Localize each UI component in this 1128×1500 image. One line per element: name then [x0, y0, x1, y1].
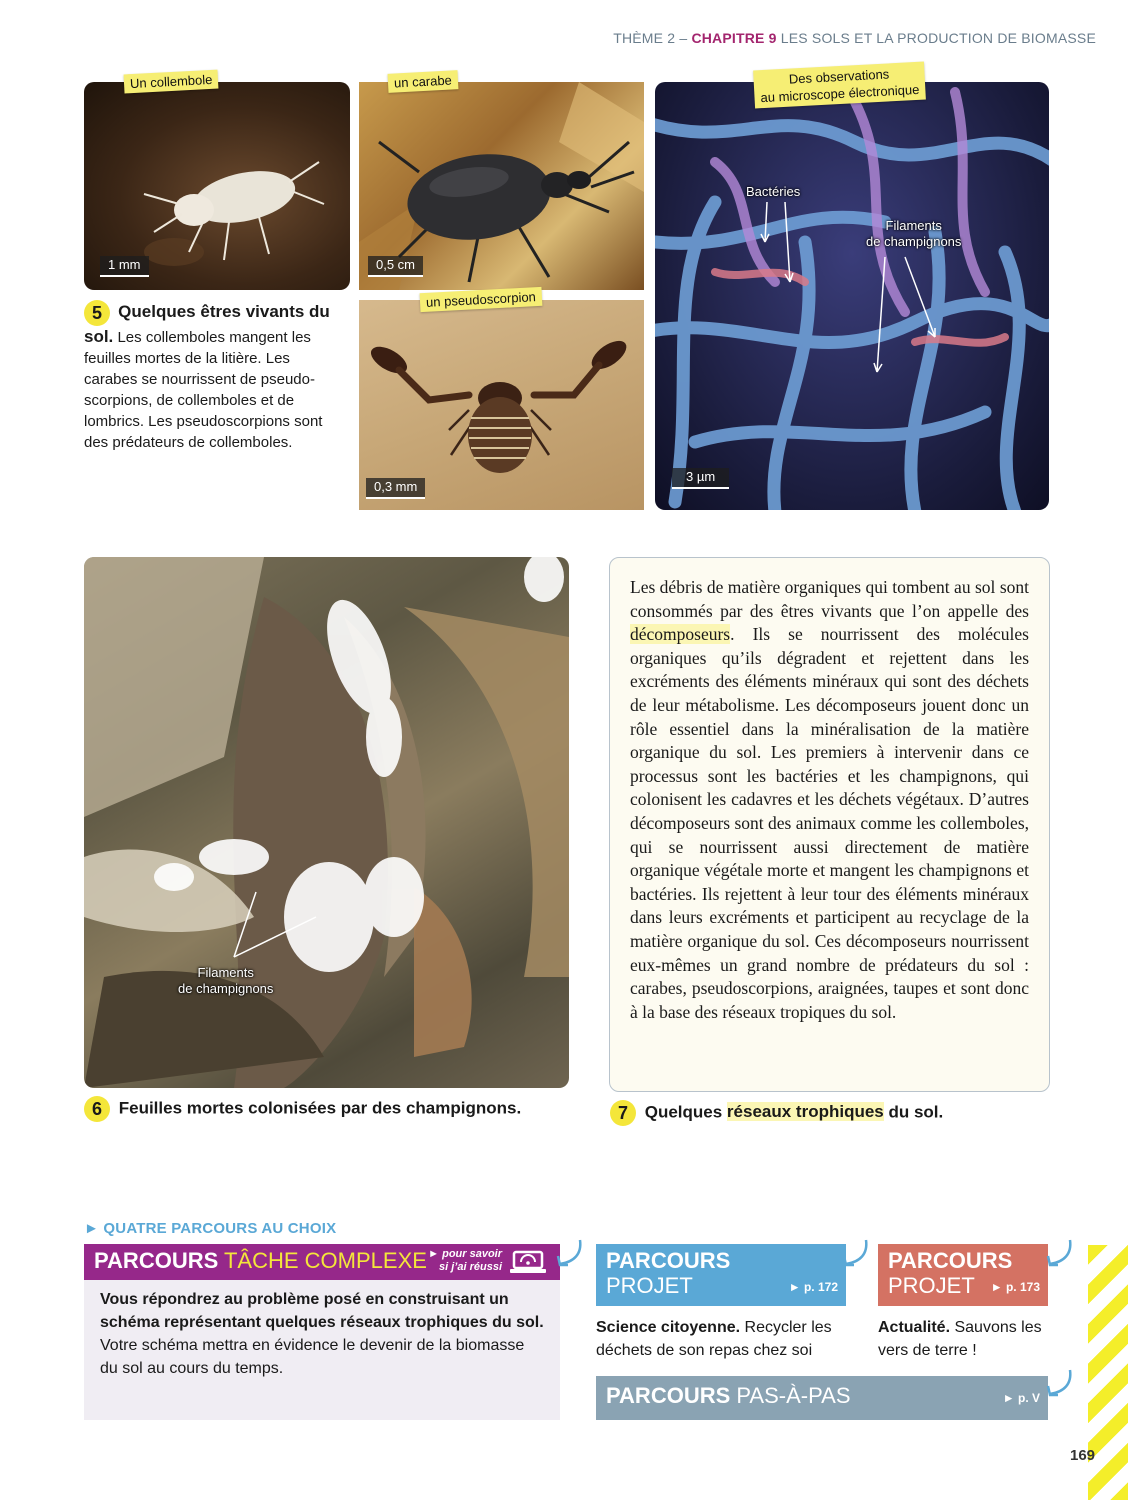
running-header	[613, 30, 1096, 46]
parcours-projet1-button[interactable]	[596, 1244, 846, 1306]
doc7-caption-pre: Quelques	[644, 1102, 727, 1122]
doc7-number: 7	[610, 1100, 636, 1126]
parcours-projet2-button[interactable]	[878, 1244, 1048, 1306]
triangle-right-icon: ►	[428, 1248, 440, 1260]
parcours-projet1-bold: Science citoyenne.	[596, 1319, 741, 1336]
parcours-projet2-type: PROJET	[888, 1273, 975, 1298]
doc5-caption	[84, 300, 346, 453]
label-filaments-feuilles-2: de champignons	[178, 981, 274, 997]
parcours-complexe-text: Votre schéma mettra en évidence le devenir de la biomasse du sol au cours du temps.	[100, 1337, 525, 1377]
header-title: LES SOLS ET LA PRODUCTION DE BIOMASSE	[780, 30, 1096, 46]
label-filaments-feuilles-1: Filaments	[197, 965, 254, 980]
parcours-pas-word: PARCOURS	[606, 1383, 731, 1408]
scale-carabe: 0,5 cm	[368, 256, 423, 277]
doc6-caption	[84, 1096, 521, 1122]
parcours-projet2-text	[878, 1316, 1048, 1362]
parcours-complexe-bold-text: Vous répondrez au problème posé en construisant un schéma représentant quelques réseaux trophiques du sol.	[100, 1291, 544, 1331]
doc6-caption-text: Feuilles mortes colonisées par des champignons.	[118, 1098, 522, 1118]
tag-microscope-line2: au microscope électronique	[760, 81, 920, 106]
scale-collembole: 1 mm	[100, 256, 149, 277]
doc5-text: Les collemboles mangent les feuilles mortes de la litière. Les carabes se nourrissent de pseudo-scorpions, de collemboles et de lombrics. Les pseudoscorpions sont des prédateurs de collemboles.	[84, 329, 323, 451]
parcours-projet1-page: p. 172	[803, 1280, 838, 1294]
parcours-projet2-desc: Sauvons les vers de terre !	[878, 1319, 1042, 1359]
doc7-caption-post: du sol.	[883, 1102, 944, 1122]
doc7-caption-highlight: réseaux trophiques	[726, 1102, 884, 1122]
label-filaments-microscope	[866, 218, 961, 251]
doc7-text-post: . Ils se nourrissent des molécules organiques qu’ils dégradent et rejettent dans les excréments des éléments minéraux qui sont des déchets de leur métabolisme. Les décomposeurs jouent donc un rôle essentiel dans la minéralisation de la matière organique du sol. Les premiers à intervenir dans ce processus sont les bactéries et les champignons, qui colonisent les cadavres et les déchets végétaux. D’autres décomposeurs sont des animaux comme les collemboles, qui se nourrissent aussi directement de matière organique végétale morte et mangent les champignons et bactéries. Ils rejettent à leur tour des éléments minéraux dans leurs excréments et participent au recyclage de la matière organique du sol. Ces décomposeurs nourrissent eux-mêmes un grand nombre de prédateurs du sol : carabes, pseudoscorpions, araignées, taupes et sont donc à la base des réseaux tropiques du sol.	[630, 624, 1030, 1022]
curved-arrow-icon	[840, 1236, 870, 1272]
scale-pseudoscorpion: 0,3 mm	[366, 478, 425, 499]
photo-microscope	[655, 82, 1049, 510]
doc7-caption	[610, 1100, 943, 1126]
label-filaments-microscope-2: de champignons	[866, 234, 962, 250]
parcours-projet2-bold: Actualité.	[878, 1319, 951, 1336]
label-filaments-microscope-1: Filaments	[885, 218, 942, 233]
doc6-number: 6	[84, 1096, 110, 1122]
parcours-pas-type: PAS-À-PAS	[736, 1383, 851, 1408]
parcours-complexe-word: PARCOURS	[94, 1248, 219, 1273]
header-theme: THÈME 2 –	[613, 30, 688, 46]
page-number: 169	[1070, 1447, 1096, 1464]
header-chapter: CHAPITRE 9	[691, 30, 777, 46]
parcours-projet2-page-link[interactable]: ► p. 173	[990, 1280, 1040, 1294]
parcours-complexe-help	[428, 1248, 502, 1274]
curved-arrow-icon	[554, 1236, 584, 1272]
parcours-pas-page-link[interactable]: ► p. V	[1002, 1391, 1040, 1405]
tag-carabe: un carabe	[388, 70, 459, 93]
parcours-projet1-desc: Recycler les déchets de son repas chez soi	[596, 1319, 832, 1359]
curved-arrow-icon	[1044, 1366, 1074, 1402]
parcours-projet1-type: PROJET	[606, 1273, 693, 1298]
photo-feuilles	[84, 557, 569, 1088]
feuilles-illustration	[84, 557, 569, 1088]
doc7-textbox	[609, 557, 1050, 1092]
parcours-complexe-help-2: si j’ai réussi	[439, 1261, 502, 1273]
parcours-projet1-text	[596, 1316, 846, 1362]
doc7-text-pre: Les débris de matière organiques qui tombent au sol sont consommés par des êtres vivants que l’on appelle des	[630, 577, 1029, 621]
doc5-title: Quelques êtres vivants du sol.	[84, 301, 330, 346]
laptop-wifi-icon[interactable]	[510, 1249, 546, 1275]
microscope-illustration	[655, 82, 1049, 510]
scale-microscope: 3 µm	[672, 468, 729, 489]
parcours-heading	[84, 1220, 336, 1237]
parcours-complexe-body	[84, 1280, 560, 1420]
doc5-number: 5	[84, 300, 110, 326]
label-bacteries: Bactéries	[746, 184, 801, 199]
tag-pseudoscorpion: un pseudoscorpion	[420, 287, 543, 312]
parcours-projet2-page: p. 173	[1005, 1280, 1040, 1294]
label-filaments-feuilles	[178, 965, 273, 998]
parcours-complexe-button[interactable]	[84, 1244, 560, 1280]
parcours-projet1-page-link[interactable]: ► p. 172	[788, 1280, 838, 1294]
parcours-projet1-word: PARCOURS	[606, 1248, 731, 1273]
parcours-pas-a-pas-button[interactable]	[596, 1376, 1048, 1420]
triangle-right-icon: ►	[84, 1220, 100, 1237]
parcours-heading-text: QUATRE PARCOURS AU CHOIX	[103, 1220, 337, 1237]
parcours-pas-page: p. V	[1017, 1391, 1040, 1405]
parcours-projet2-word: PARCOURS	[888, 1248, 1013, 1273]
curved-arrow-icon	[1044, 1236, 1074, 1272]
parcours-complexe-help-1: pour savoir	[442, 1248, 502, 1260]
doc7-text-highlight: décomposeurs	[630, 624, 731, 645]
tag-collembole: Un collembole	[124, 70, 219, 94]
parcours-complexe-type: TÂCHE COMPLEXE	[223, 1248, 427, 1273]
tag-microscope-line1: Des observations	[788, 66, 890, 87]
